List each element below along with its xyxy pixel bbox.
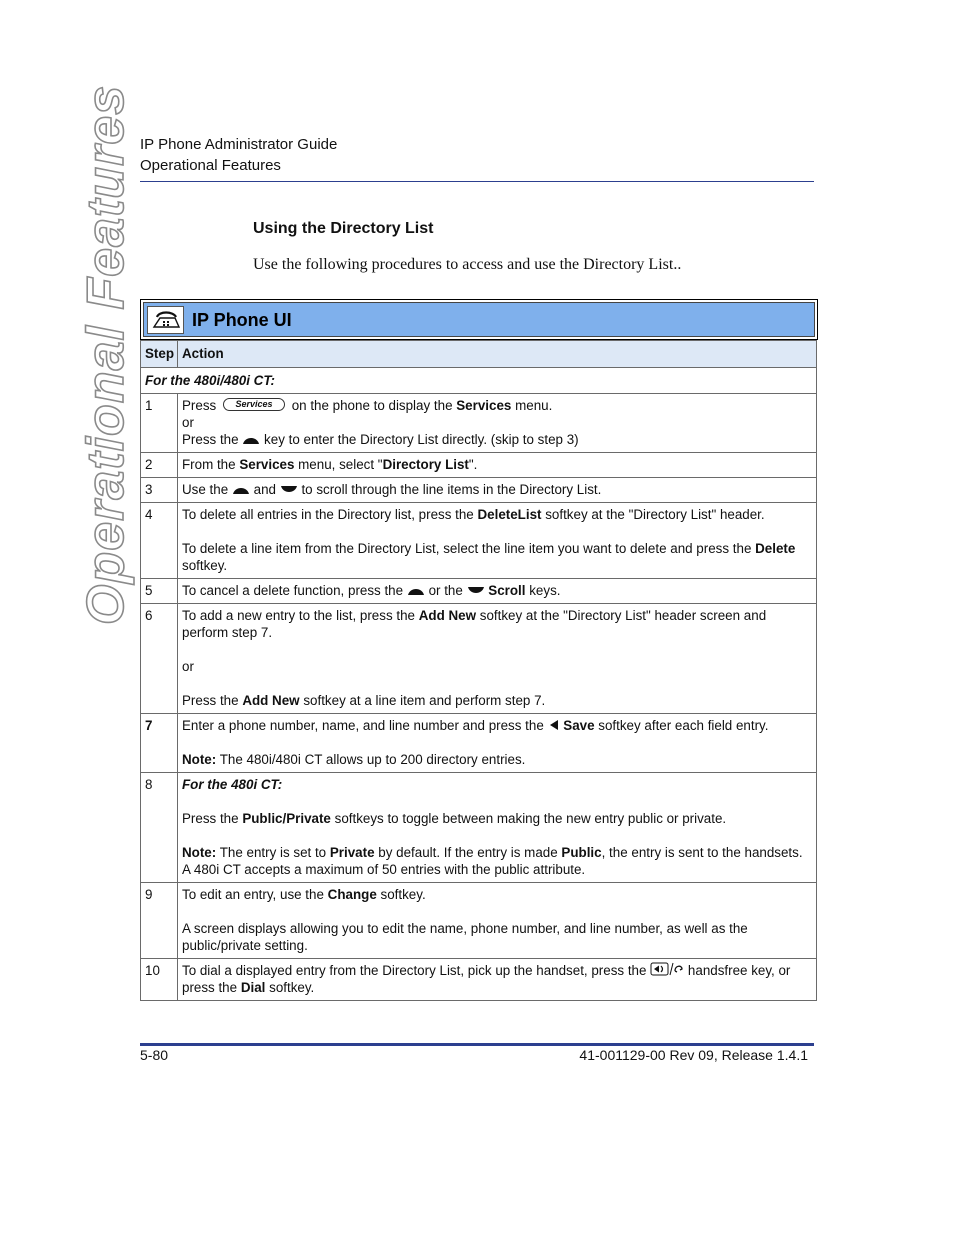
step-number: 4	[141, 503, 178, 579]
text: softkeys to toggle between making the new entry public or private.	[334, 811, 727, 826]
step-number: 5	[141, 579, 178, 604]
scroll-up-icon	[232, 485, 250, 495]
model-subheader: For the 480i CT:	[182, 777, 283, 792]
ip-phone-ui-banner	[143, 302, 815, 337]
text: A screen displays allowing you to edit the name, phone number, and line number, as well as the public/private setting.	[182, 921, 748, 953]
text: softkey.	[269, 980, 315, 995]
text: The entry is set to	[219, 845, 327, 860]
table-row	[141, 959, 817, 1001]
scroll-up-icon	[242, 435, 260, 445]
text: softkey at the "Directory List" header.	[545, 507, 765, 522]
scroll-down-icon	[280, 485, 298, 495]
table-row	[141, 453, 817, 478]
col-header-step: Step	[141, 341, 178, 368]
step-number: 1	[141, 394, 178, 453]
bold-text: Private	[329, 845, 375, 860]
note-label: Note:	[182, 845, 217, 860]
banner-frame	[140, 299, 818, 340]
step-number: 9	[141, 883, 178, 959]
text: The 480i/480i CT allows up to 200 directory entries.	[219, 752, 526, 767]
scroll-down-icon	[467, 586, 485, 596]
note-label: Note:	[182, 752, 217, 767]
table-row	[141, 394, 817, 453]
table-row	[141, 604, 817, 714]
text: Enter a phone number, name, and line number and press the	[182, 718, 544, 733]
side-chapter-title: Operational Features	[77, 84, 135, 625]
text: softkey.	[182, 558, 228, 573]
speaker-handsfree-icon	[650, 962, 684, 976]
procedure-table	[140, 340, 817, 1001]
text: To add a new entry to the list, press the	[182, 608, 415, 623]
text: on the phone to display the	[291, 398, 453, 413]
model-subheader: For the 480i/480i CT:	[141, 368, 817, 394]
footer-divider	[140, 1043, 814, 1046]
step-action	[178, 959, 817, 1001]
text: From the	[182, 457, 236, 472]
section-intro: Use the following procedures to access and use the Directory List..	[253, 256, 682, 273]
text: Press the	[182, 693, 239, 708]
text: softkey at a line item and perform step 7.	[303, 693, 546, 708]
step-action	[178, 714, 817, 773]
text: and	[253, 482, 276, 497]
col-header-action: Action	[178, 341, 817, 368]
procedure-box	[140, 299, 818, 1001]
bold-text: Change	[327, 887, 377, 902]
text: Press the	[182, 811, 239, 826]
text: by default. If the entry is made	[378, 845, 558, 860]
step-number: 8	[141, 773, 178, 883]
left-arrow-icon	[548, 719, 560, 731]
step-action	[178, 394, 817, 453]
step-action	[178, 503, 817, 579]
step-action	[178, 773, 817, 883]
text: or the	[428, 583, 463, 598]
text: softkey at the "Directory List" header screen and perform step 7.	[182, 608, 767, 640]
text: key to enter the Directory List directly. (skip to step 3)	[264, 432, 579, 447]
bold-text: DeleteList	[477, 507, 542, 522]
bold-text: Add New	[242, 693, 300, 708]
table-row	[141, 503, 817, 579]
table-row	[141, 773, 817, 883]
table-subheader-row	[141, 368, 817, 394]
page-number: 5-80	[140, 1047, 169, 1063]
step-action	[178, 579, 817, 604]
bold-text: Public	[561, 845, 602, 860]
text: To edit an entry, use the	[182, 887, 324, 902]
bold-text: Directory List	[382, 457, 469, 472]
text: To cancel a delete function, press the	[182, 583, 404, 598]
text: , the entry is sent to the handsets. A 480i CT accepts a maximum of 50 entries with the public attribute.	[182, 845, 803, 877]
step-action	[178, 478, 817, 503]
bold-text: Dial	[240, 980, 266, 995]
bold-text: Save	[563, 718, 595, 733]
text: softkey.	[380, 887, 426, 902]
text: to scroll through the line items in the Directory List.	[301, 482, 602, 497]
text: softkey after each field entry.	[598, 718, 769, 733]
step-number: 6	[141, 604, 178, 714]
phone-icon	[147, 306, 184, 334]
bold-text: Public/Private	[242, 811, 331, 826]
header-guide-title: IP Phone Administrator Guide	[140, 136, 338, 153]
text: keys.	[529, 583, 561, 598]
document-revision: 41-001129-00 Rev 09, Release 1.4.1	[579, 1047, 808, 1063]
section-title: Using the Directory List	[253, 220, 434, 237]
table-header-row	[141, 341, 817, 368]
services-key-icon: Services	[223, 398, 285, 411]
table-row	[141, 579, 817, 604]
text: handsfree key, or press the	[182, 963, 791, 995]
scroll-up-icon	[407, 586, 425, 596]
text: Use the	[182, 482, 229, 497]
text: To delete all entries in the Directory list, press the	[182, 507, 474, 522]
text: or	[182, 415, 194, 430]
text: menu.	[515, 398, 553, 413]
header-chapter-title: Operational Features	[140, 157, 281, 174]
header-divider	[140, 181, 814, 182]
text: menu, select "	[298, 457, 383, 472]
text: To delete a line item from the Directory List, select the line item you want to delete and press the	[182, 541, 752, 556]
banner-title: IP Phone UI	[192, 310, 292, 330]
step-number: 7	[141, 714, 178, 773]
bold-text: Scroll	[488, 583, 526, 598]
text: or	[182, 659, 194, 674]
table-row	[141, 883, 817, 959]
text: To dial a displayed entry from the Directory List, pick up the handset, press the	[182, 963, 647, 978]
table-row	[141, 478, 817, 503]
bold-text: Delete	[755, 541, 796, 556]
text: Press the	[182, 432, 239, 447]
bold-text: Services	[456, 398, 512, 413]
step-action	[178, 883, 817, 959]
bold-text: Services	[239, 457, 295, 472]
text: ".	[468, 457, 478, 472]
step-action	[178, 604, 817, 714]
bold-text: Add New	[418, 608, 477, 623]
step-number: 2	[141, 453, 178, 478]
table-row	[141, 714, 817, 773]
step-number: 10	[141, 959, 178, 1001]
text: Press	[182, 398, 217, 413]
step-number: 3	[141, 478, 178, 503]
step-action	[178, 453, 817, 478]
